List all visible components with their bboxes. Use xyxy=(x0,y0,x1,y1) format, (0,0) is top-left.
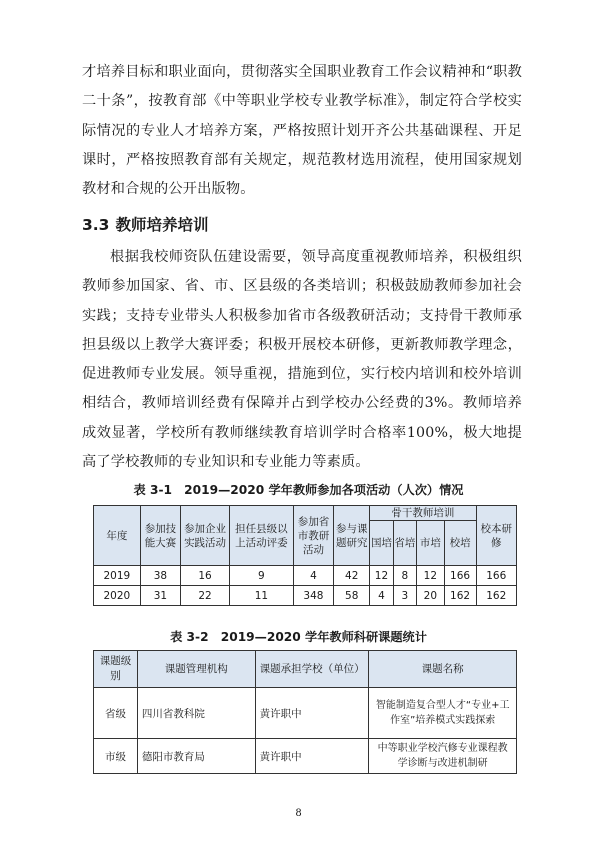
header-topic-org: 课题管理机构 xyxy=(137,651,255,688)
header-backbone-training: 骨干教师培训 xyxy=(370,506,476,521)
section-title: 教师培养培训 xyxy=(115,216,209,234)
table-cell: 166 xyxy=(444,566,476,586)
table-cell: 四川省教科院 xyxy=(137,688,255,739)
header-school-train: 校培 xyxy=(444,521,476,566)
table-header-row xyxy=(94,506,517,521)
table-cell: 黄许职中 xyxy=(255,739,369,774)
page-number: 8 xyxy=(295,808,302,819)
table-cell: 中等职业学校汽修专业课程教学诊断与改进机制研 xyxy=(369,739,517,774)
section-heading xyxy=(82,213,208,235)
header-enterprise-practice: 参加企业实践活动 xyxy=(181,506,230,566)
header-year: 年度 xyxy=(94,506,141,566)
body-paragraph-1: 才培养目标和职业面向，贯彻落实全国职业教育工作会议精神和“职教二十条”，按教育部《中等职业学校专业教学标准》，制定符合学校实际情况的专业人才培养方案，严格按照计划开齐公共基础课程、开足课时，严格按照教育部有关规定，规范教材选用流程，使用国家规划教材和合规的公开出版物。 xyxy=(82,64,522,198)
header-research-activity: 参加省市教研活动 xyxy=(293,506,333,566)
header-topic-research: 参与课题研究 xyxy=(334,506,370,566)
table-row xyxy=(94,688,517,739)
table-1-caption: 表 3-1 2019—2020 学年教师参加各项活动（人次）情况 xyxy=(133,483,464,497)
header-school-study: 校本研修 xyxy=(476,506,516,566)
table-row xyxy=(94,739,517,774)
table-cell: 12 xyxy=(417,566,445,586)
table-cell: 20 xyxy=(417,586,445,606)
table-cell: 市级 xyxy=(94,739,138,774)
table-row xyxy=(94,586,517,606)
table-cell: 12 xyxy=(370,566,393,586)
table-2-caption: 表 3-2 2019—2020 学年教师科研课题统计 xyxy=(170,630,427,644)
section-number: 3.3 xyxy=(82,216,110,234)
header-judge: 担任县级以上活动评委 xyxy=(230,506,294,566)
header-topic-name: 课题名称 xyxy=(369,651,517,688)
table-cell: 38 xyxy=(140,566,180,586)
table-cell: 4 xyxy=(293,566,333,586)
header-provincial: 省培 xyxy=(393,521,416,566)
table-cell: 162 xyxy=(444,586,476,606)
header-skills-contest: 参加技能大赛 xyxy=(140,506,180,566)
table-cell: 58 xyxy=(334,586,370,606)
research-topics-table xyxy=(93,650,517,774)
table-row xyxy=(94,566,517,586)
table-cell: 11 xyxy=(230,586,294,606)
header-national: 国培 xyxy=(370,521,393,566)
table-cell: 2020 xyxy=(94,586,141,606)
table-cell: 智能制造复合型人才“专业+工作室”培养模式实践探索 xyxy=(369,688,517,739)
header-topic-level: 课题级别 xyxy=(94,651,138,688)
table-cell: 9 xyxy=(230,566,294,586)
table-cell: 4 xyxy=(370,586,393,606)
table-cell: 162 xyxy=(476,586,516,606)
table-cell: 22 xyxy=(181,586,230,606)
table-cell: 德阳市教育局 xyxy=(137,739,255,774)
table-cell: 2019 xyxy=(94,566,141,586)
header-topic-school: 课题承担学校（单位） xyxy=(255,651,369,688)
table-cell: 16 xyxy=(181,566,230,586)
table-cell: 8 xyxy=(393,566,416,586)
table-cell: 31 xyxy=(140,586,180,606)
table-cell: 166 xyxy=(476,566,516,586)
table-header-row xyxy=(94,651,517,688)
table-cell: 42 xyxy=(334,566,370,586)
table-cell: 黄许职中 xyxy=(255,688,369,739)
table-cell: 省级 xyxy=(94,688,138,739)
header-city: 市培 xyxy=(417,521,445,566)
body-paragraph-2: 根据我校师资队伍建设需要，领导高度重视教师培养，积极组织教师参加国家、省、市、区县级的各类培训；积极鼓励教师参加社会实践；支持专业带头人积极参加省市各级教研活动；支持骨干教师承担县级以上教学大赛评委；积极开展校本研修，更新教师教学理念，促进教师专业发展。领导重视，措施到位，实行校内培训和校外培训相结合，教师培训经费有保障并占到学校办公经费的3%。教师培养成效显著，学校所有教师继续教育培训学时合格率100%，极大地提高了学校教师的专业知识和专业能力等素质。 xyxy=(82,249,522,471)
teacher-activities-table xyxy=(93,505,517,606)
table-cell: 3 xyxy=(393,586,416,606)
table-cell: 348 xyxy=(293,586,333,606)
